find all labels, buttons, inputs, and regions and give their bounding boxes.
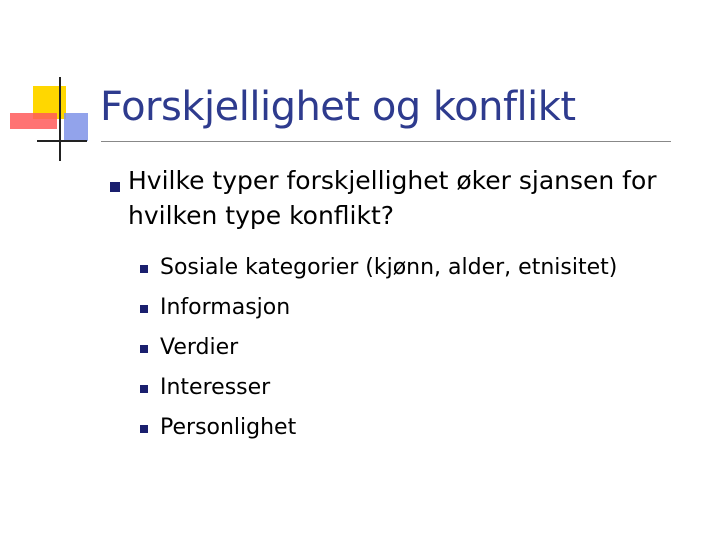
main-bullet-text: Hvilke typer forskjellighet øker sjansen for hvilken type konflikt?: [128, 166, 657, 230]
square-bullet-icon: [110, 182, 120, 192]
sub-bullet-text: Informasjon: [160, 295, 291, 320]
square-bullet-icon: [140, 345, 148, 353]
square-bullet-icon: [140, 305, 148, 313]
list-item: [140, 288, 700, 328]
list-item: [140, 408, 700, 448]
sub-bullet-text: Personlighet: [160, 415, 297, 440]
title-underline: [101, 141, 671, 142]
logo-vertical-line: [59, 77, 61, 161]
list-item: [140, 328, 700, 368]
square-bullet-icon: [140, 265, 148, 273]
decorative-logo-icon: [0, 0, 110, 170]
sub-bullet-text: Sosiale kategorier (kjønn, alder, etnisitet): [160, 255, 618, 280]
list-item: [140, 368, 700, 408]
logo-blue-square: [64, 113, 88, 141]
sub-bullet-text: Interesser: [160, 375, 271, 400]
list-item: [140, 248, 700, 288]
logo-red-bar: [10, 113, 57, 129]
sub-bullet-text: Verdier: [160, 335, 239, 360]
square-bullet-icon: [140, 385, 148, 393]
sub-bullet-list: [140, 248, 700, 448]
slide-title: Forskjellighet og konflikt: [100, 84, 576, 130]
logo-horizontal-line: [37, 140, 87, 142]
square-bullet-icon: [140, 425, 148, 433]
